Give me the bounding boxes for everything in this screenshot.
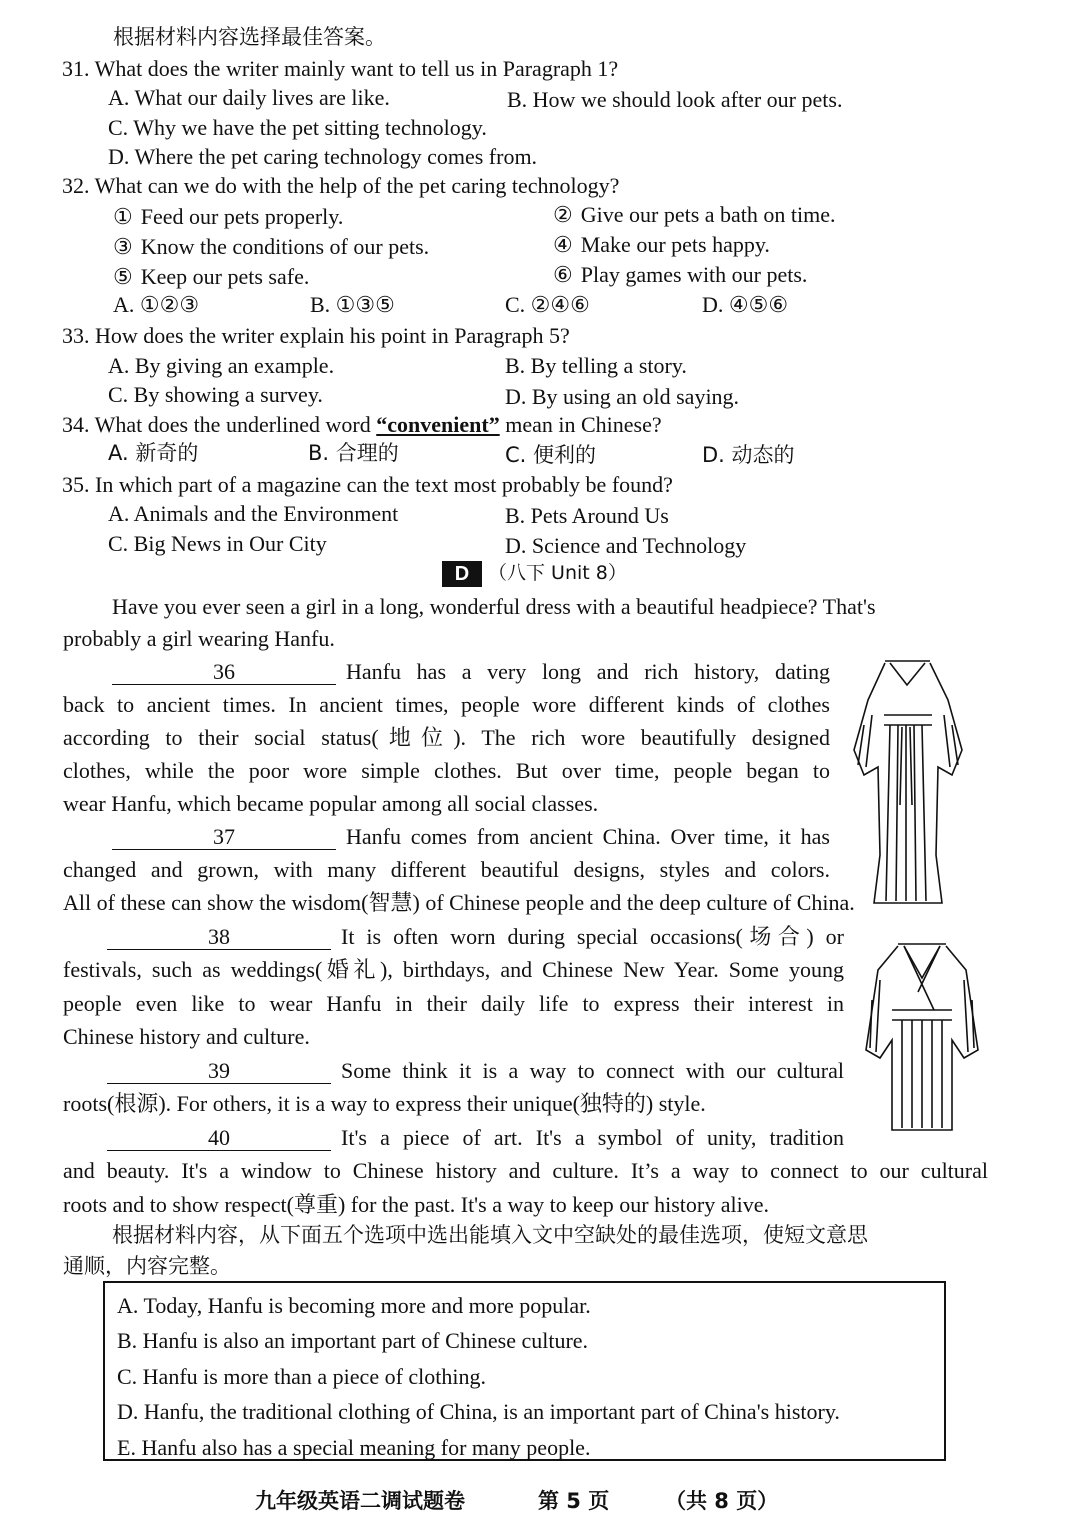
q32-item-3 <box>113 235 429 259</box>
passage-p1-line1: Have you ever seen a girl in a long, wonderful dress with a beautiful headpiece? That's <box>112 594 876 619</box>
q33-option-b: B. By telling a story. <box>505 353 687 378</box>
passage-p4-line2: festivals, such as weddings(婚礼), birthdays, and Chinese New Year. Some young <box>63 957 844 982</box>
q32-item-5-text: Keep our pets safe. <box>140 264 310 289</box>
q34-option-c: C. 便利的 <box>505 443 597 467</box>
passage-p6-line3: roots and to show respect(尊重) for the past. It's a way to keep our history alive. <box>63 1192 769 1217</box>
q35-option-a: A. Animals and the Environment <box>108 501 399 526</box>
q32-item-5-num: ⑤ <box>113 264 133 289</box>
q32-item-1 <box>113 205 343 229</box>
passage-p6-text1: It's a piece of art. It's a symbol of unity, tradition <box>341 1125 844 1150</box>
passage-p2-line3: according to their social status(地位). The rich wore beautifully designed <box>63 725 830 750</box>
question-35-stem: 35. In which part of a magazine can the text most probably be found? <box>62 472 673 497</box>
passage-p5-line2: roots(根源). For others, it is a way to express their unique(独特的) style. <box>63 1091 706 1116</box>
q32-item-3-num: ③ <box>113 234 133 259</box>
passage-p2-text1: Hanfu has a very long and rich history, dating <box>346 659 830 684</box>
choice-b: B. Hanfu is also an important part of Chinese culture. <box>117 1328 589 1353</box>
choices-box <box>103 1281 946 1461</box>
section-d-badge: D <box>442 561 482 587</box>
q32-item-2 <box>553 203 836 227</box>
q35-option-c: C. Big News in Our City <box>108 531 327 556</box>
q32-item-6-num: ⑥ <box>553 262 573 287</box>
q32-option-c: C. ②④⑥ <box>505 292 590 317</box>
passage-p4-line1 <box>107 925 844 950</box>
q32-item-3-text: Know the conditions of our pets. <box>140 234 430 259</box>
question-33-stem: 33. How does the writer explain his point in Paragraph 5? <box>62 323 570 348</box>
passage-p6-line1 <box>107 1126 844 1151</box>
footer-title: 九年级英语二调试题卷 <box>255 1489 465 1513</box>
choice-c: C. Hanfu is more than a piece of clothing. <box>117 1364 487 1389</box>
question-34-stem <box>62 413 662 437</box>
instruction-line1: 根据材料内容，从下面五个选项中选出能填入文中空缺处的最佳选项，使短文意思 <box>112 1223 868 1247</box>
passage-p1-line2: probably a girl wearing Hanfu. <box>63 626 335 651</box>
blank-39: 39 <box>107 1059 331 1084</box>
q32-item-5 <box>113 265 309 289</box>
passage-p3-text1: Hanfu comes from ancient China. Over time, it has <box>346 824 830 849</box>
blank-36: 36 <box>112 660 336 685</box>
q32-item-4-text: Make our pets happy. <box>580 232 770 257</box>
passage-p6-line2: and beauty. It's a window to Chinese history and culture. It’s a way to connect to our cultural <box>63 1158 988 1183</box>
q32-item-4 <box>553 233 770 257</box>
blank-38: 38 <box>107 925 331 950</box>
passage-p3-line3: All of these can show the wisdom(智慧) of Chinese people and the deep culture of China. <box>63 890 855 915</box>
q32-item-6 <box>553 263 807 287</box>
q32-option-a: A. ①②③ <box>113 292 200 317</box>
choice-a: A. Today, Hanfu is becoming more and more popular. <box>117 1293 591 1318</box>
choice-d: D. Hanfu, the traditional clothing of China, is an important part of China's history. <box>117 1399 840 1424</box>
section-d-unit: （八下 Unit 8） <box>488 562 627 584</box>
q32-item-4-num: ④ <box>553 232 573 257</box>
passage-p2-line1 <box>112 660 830 685</box>
q32-option-d: D. ④⑤⑥ <box>702 292 789 317</box>
q34-stem-after: mean in Chinese? <box>499 412 662 437</box>
blank-37: 37 <box>112 825 336 850</box>
q34-option-d: D. 动态的 <box>702 443 795 467</box>
q31-option-b: B. How we should look after our pets. <box>507 87 843 112</box>
q34-option-a: A. 新奇的 <box>108 441 199 465</box>
q33-option-c: C. By showing a survey. <box>108 382 323 407</box>
q32-item-2-num: ② <box>553 202 573 227</box>
q33-option-d: D. By using an old saying. <box>505 384 740 409</box>
passage-p5-line1 <box>107 1059 844 1084</box>
passage-p4-line4: Chinese history and culture. <box>63 1024 310 1049</box>
q33-option-a: A. By giving an example. <box>108 353 335 378</box>
q31-option-a: A. What our daily lives are like. <box>108 85 390 110</box>
passage-p3-line1 <box>112 825 830 850</box>
q35-option-b: B. Pets Around Us <box>505 503 669 528</box>
q34-stem-before: 34. What does the underlined word <box>62 412 377 437</box>
q32-option-b: B. ①③⑤ <box>310 292 395 317</box>
q31-option-d: D. Where the pet caring technology comes from. <box>108 144 538 169</box>
question-32-stem: 32. What can we do with the help of the pet caring technology? <box>62 173 620 198</box>
q32-item-1-text: Feed our pets properly. <box>140 204 344 229</box>
section-d-header <box>442 560 627 587</box>
hanfu-robe-illustration-2 <box>862 940 982 1135</box>
question-31-stem: 31. What does the writer mainly want to tell us in Paragraph 1? <box>62 56 619 81</box>
q32-item-6-text: Play games with our pets. <box>580 262 808 287</box>
passage-p2-line5: wear Hanfu, which became popular among all social classes. <box>63 791 599 816</box>
q35-option-d: D. Science and Technology <box>505 533 747 558</box>
q32-item-1-num: ① <box>113 204 133 229</box>
passage-p5-text1: Some think it is a way to connect with our cultural <box>341 1058 844 1083</box>
hanfu-robe-illustration-1 <box>850 655 965 910</box>
passage-p2-line4: clothes, while the poor wore simple clothes. But over time, people began to <box>63 758 830 783</box>
footer-total: （共 8 页） <box>665 1489 779 1513</box>
intro-instruction: 根据材料内容选择最佳答案。 <box>113 25 386 49</box>
q34-underlined-word: “convenient” <box>376 412 500 437</box>
q34-option-b: B. 合理的 <box>308 441 399 465</box>
q32-item-2-text: Give our pets a bath on time. <box>580 202 836 227</box>
blank-40: 40 <box>107 1126 331 1151</box>
passage-p2-line2: back to ancient times. In ancient times, people wore different kinds of clothes <box>63 692 830 717</box>
passage-p4-text1: It is often worn during special occasions(场合) or <box>341 924 844 949</box>
passage-p4-line3: people even like to wear Hanfu in their daily life to express their interest in <box>63 991 844 1016</box>
instruction-line2: 通顺，内容完整。 <box>63 1254 231 1278</box>
footer-page: 第 5 页 <box>538 1489 610 1513</box>
passage-p3-line2: changed and grown, with many different beautiful designs, styles and colors. <box>63 857 830 882</box>
q31-option-c: C. Why we have the pet sitting technology. <box>108 115 487 140</box>
choice-e: E. Hanfu also has a special meaning for many people. <box>117 1435 591 1460</box>
